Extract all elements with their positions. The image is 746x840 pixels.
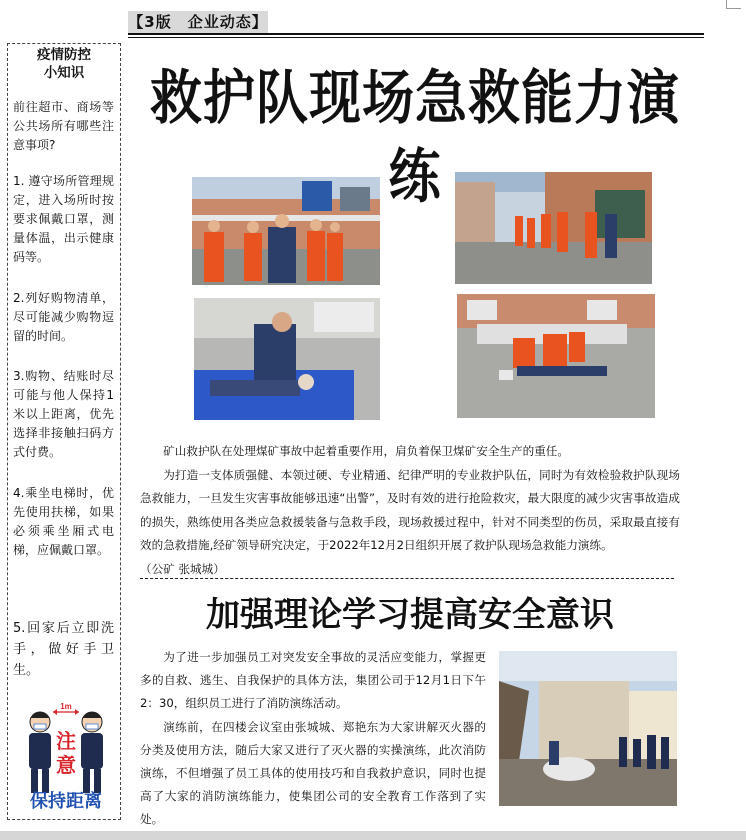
section-tab: 【3版 企业动态】	[128, 11, 268, 34]
article1-byline: （公矿 张城城）	[140, 561, 225, 576]
photo-cpr-practice	[194, 298, 380, 420]
keep-distance-cartoon	[20, 700, 112, 812]
sidebar-tip-1: 1. 遵守场所管理规定，进入场所时按要求佩戴口罩，测量体温，出示健康码等。	[13, 174, 114, 264]
sidebar-tip-4: 4.乘坐电梯时，优先使用扶梯，如果必须乘坐厢式电梯，应佩戴口罩。	[13, 486, 114, 557]
article1-para1: 矿山救护队在处理煤矿事故中起着重要作用，肩负着保卫煤矿安全生产的重任。	[163, 444, 569, 458]
sidebar-question: 前往超市、商场等公共场所有哪些注意事项?	[13, 100, 114, 152]
article1-body	[140, 440, 680, 581]
article-divider	[140, 578, 674, 579]
article2-para1: 为了进一步加强员工对突发安全事故的灵活应变能力，掌握更多的自救、逃生、自我保护的具体方法，集团公司于12月1日下午2：30，组织员工进行了消防演练活动。	[140, 650, 486, 711]
sidebar-title	[7, 46, 121, 82]
article1-title: 救护队现场急救能力演练	[149, 64, 680, 212]
cartoon-word-1: 注	[56, 729, 76, 753]
sidebar-tip-5: 5.回家后立即洗手，做好手卫生。	[13, 621, 114, 678]
article2-title: 加强理论学习提高安全意识	[206, 595, 614, 635]
cartoon-distance-label: 1m	[60, 702, 72, 711]
header-rule-thick	[128, 33, 704, 35]
photo-stretcher-practice	[457, 294, 655, 418]
sidebar-tip-2: 2.列好购物清单，尽可能减少购物逗留的时间。	[13, 291, 114, 343]
page-corner-mark	[726, 0, 741, 9]
photo-team-lineup	[192, 177, 380, 285]
sidebar-tip-3: 3.购物、结账时尽可能与他人保持1米以上距离，优先选择非接触扫码方式付费。	[13, 369, 114, 459]
header-rule-thin	[128, 37, 704, 38]
cartoon-word-2: 意	[56, 753, 76, 777]
sidebar-title-line1: 疫情防控	[37, 47, 91, 63]
photo-fire-drill	[499, 651, 677, 806]
article2-body	[140, 646, 486, 832]
cartoon-slogan: 保持距离	[30, 791, 102, 812]
article2-para2: 演练前，在四楼会议室由张城城、郑艳东为大家讲解灭火器的分类及使用方法，随后大家又进行了灭火器的实操演练，此次消防演练，不但增强了员工具体的使用技巧和自我救护意识，同时也提高了大家的消防演练能力，使集团公司的安全教育工作落到了实处。	[140, 719, 486, 827]
article1-para2: 为打造一支体质强健、本领过硬、专业精通、纪律严明的专业救护队伍，同时为有效检验救护队现场急救能力，一旦发生灾害事故能够迅速“出警”，及时有效的进行抢险救灾，最大限度的减少灾害事故造成的损失，熟练使用各类应急救援装备与急救手段，现场救援过程中，针对不同类型的伤员，采取最直接有效的急救措施,经矿领导研究决定，于2022年12月2日组织开展了救护队现场急救能力演练。	[140, 467, 680, 552]
photo-team-marching	[455, 172, 652, 284]
sidebar-title-line2: 小知识	[43, 65, 85, 81]
footer-band	[0, 831, 746, 840]
